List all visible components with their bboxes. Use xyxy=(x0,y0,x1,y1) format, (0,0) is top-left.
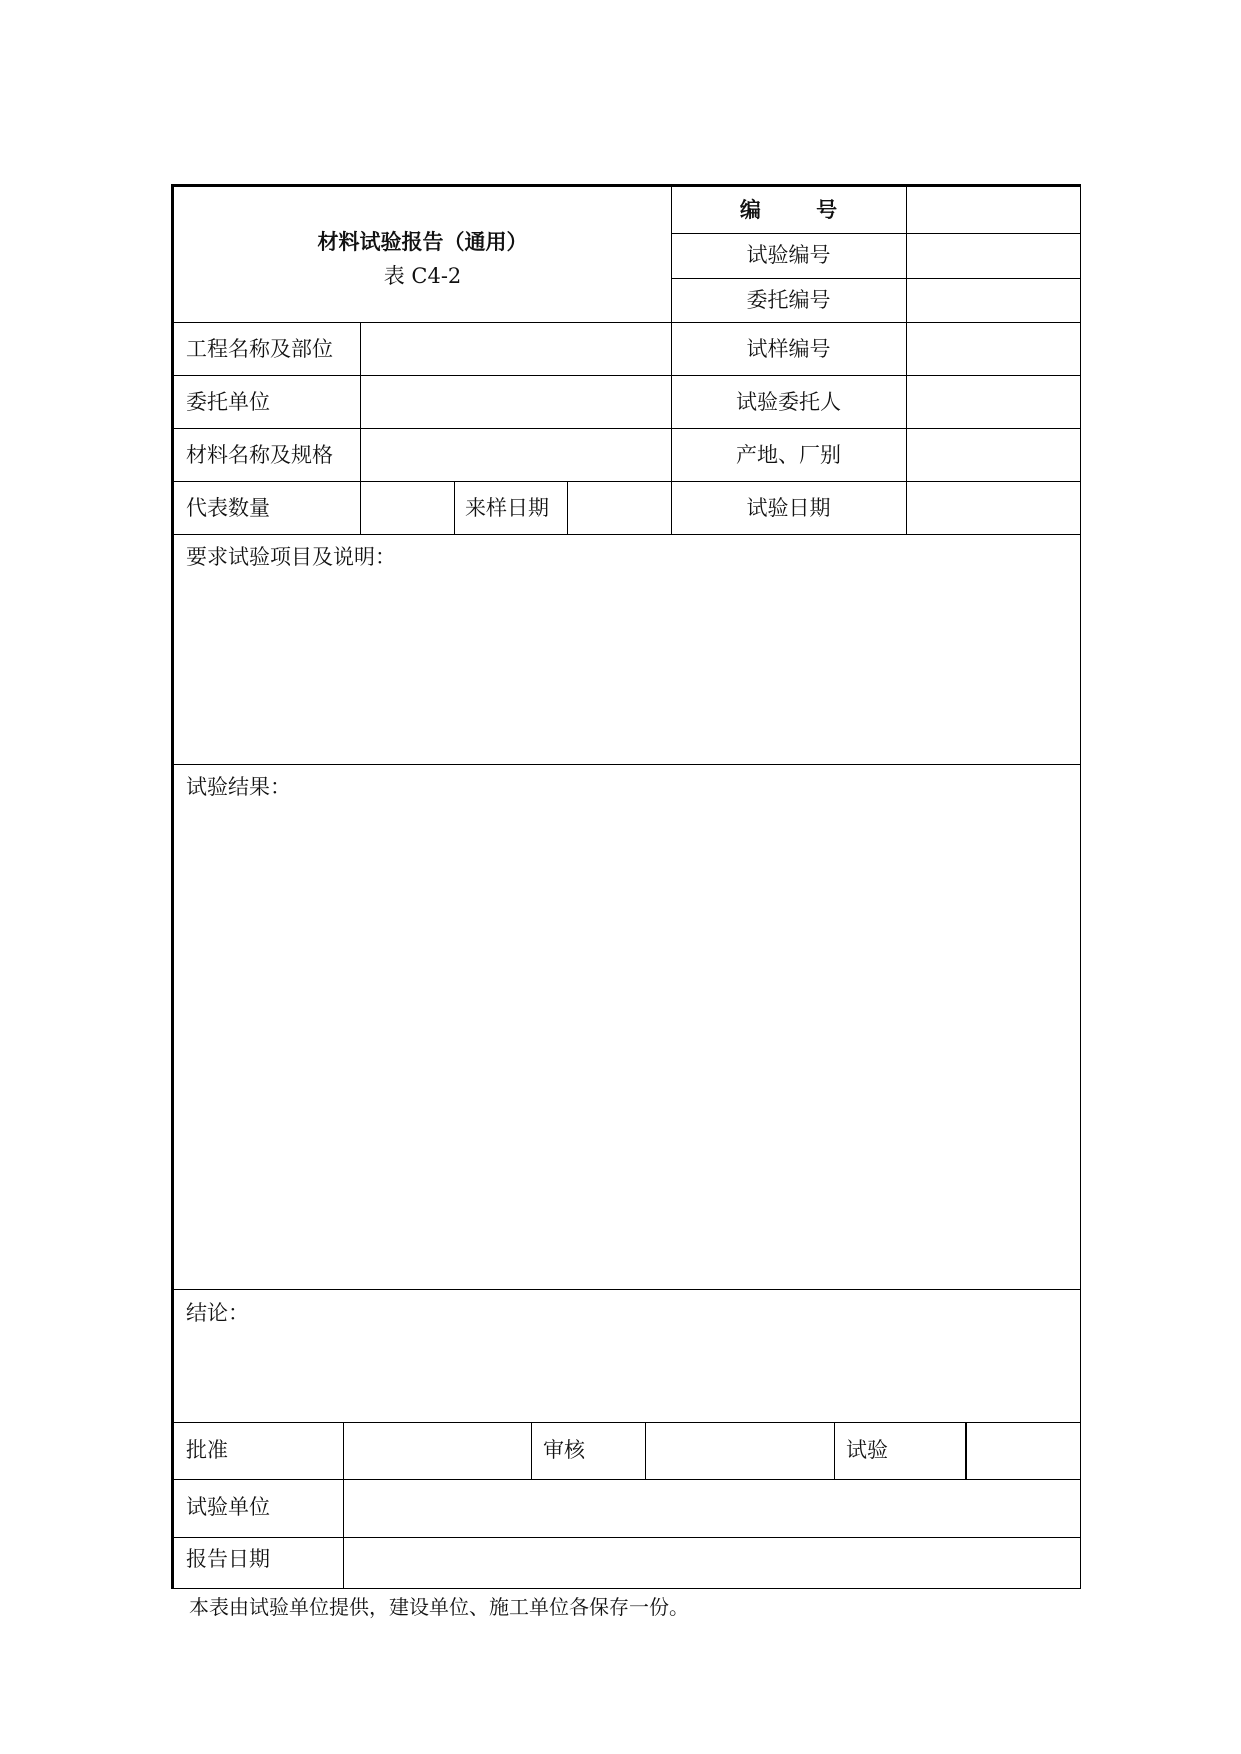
results-label: 试验结果： xyxy=(186,775,291,799)
form-number: 表 C4-2 xyxy=(383,264,462,288)
client-label: 委托单位 xyxy=(186,390,270,414)
row-divider xyxy=(671,233,1081,234)
col-divider xyxy=(965,1422,967,1479)
col-divider xyxy=(834,1422,835,1479)
row-divider xyxy=(174,1479,1081,1480)
row-divider xyxy=(174,322,1081,323)
row-divider xyxy=(671,278,1081,279)
row-divider xyxy=(174,1422,1081,1423)
col-divider xyxy=(671,187,672,534)
row-divider xyxy=(174,481,1081,482)
material-label: 材料名称及规格 xyxy=(186,443,333,467)
form-title: 材料试验报告（通用） xyxy=(317,229,528,254)
requirements-label: 要求试验项目及说明： xyxy=(186,545,396,569)
test-label: 试验 xyxy=(846,1438,888,1462)
col-divider xyxy=(360,322,361,534)
report-date-label: 报告日期 xyxy=(186,1547,270,1571)
row-divider xyxy=(174,428,1081,429)
entrust-person-label: 试验委托人 xyxy=(736,390,841,414)
code-label: 编 号 xyxy=(739,197,862,222)
row-divider xyxy=(174,375,1081,376)
approve-label: 批准 xyxy=(186,1438,228,1462)
review-label: 审核 xyxy=(543,1438,585,1462)
form-title-block xyxy=(174,231,671,287)
col-divider xyxy=(567,481,568,534)
col-divider xyxy=(531,1422,532,1479)
origin-label: 产地、厂别 xyxy=(736,443,841,467)
footnote: 本表由试验单位提供，建设单位、施工单位各保存一份。 xyxy=(189,1595,689,1619)
test-no-label: 试验编号 xyxy=(746,243,831,267)
col-divider xyxy=(343,1422,344,1589)
report-form xyxy=(171,184,1081,1589)
col-divider xyxy=(454,481,455,534)
entrust-no-label: 委托编号 xyxy=(746,288,831,312)
sampling-date-label: 来样日期 xyxy=(465,496,549,520)
conclusion-label: 结论： xyxy=(186,1301,249,1325)
test-date-label: 试验日期 xyxy=(746,496,831,520)
row-divider xyxy=(174,1289,1081,1290)
col-divider xyxy=(906,187,907,534)
quantity-label: 代表数量 xyxy=(186,496,270,520)
lab-label: 试验单位 xyxy=(186,1495,270,1519)
row-divider xyxy=(174,764,1081,765)
row-divider xyxy=(174,1537,1081,1538)
col-divider xyxy=(645,1422,646,1479)
project-label: 工程名称及部位 xyxy=(186,337,333,361)
row-divider xyxy=(174,534,1081,535)
sample-no-label: 试样编号 xyxy=(746,337,831,361)
